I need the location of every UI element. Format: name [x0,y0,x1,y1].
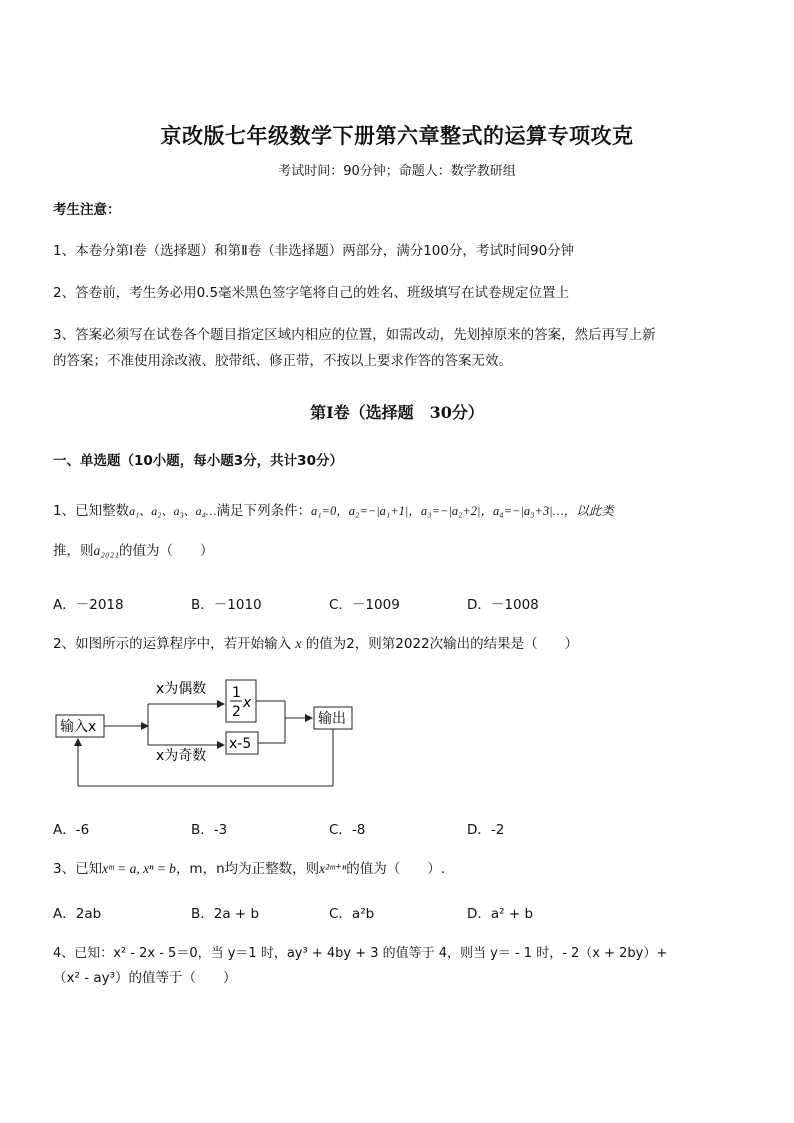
notice-item-2: 2、答卷前，考生务必用0.5毫米黑色签字笔将自己的姓名、班级填写在试卷规定位置上 [53,285,570,301]
question-2-stem: 2、如图所示的运算程序中，若开始输入 x 的值为2，则第2022次输出的结果是（ ） [53,636,579,652]
q1-option-c: C．－1009 [329,597,400,613]
notice-item-1: 1、本卷分第Ⅰ卷（选择题）和第Ⅱ卷（非选择题）两部分，满分100分，考试时间90分钟 [53,243,575,259]
notice-heading: 考生注意： [53,202,121,218]
question-4-line-2: （x² - ay³）的值等于（ ） [53,970,237,986]
question-1-line-1: 1、已知整数a₁、a₂、a₃、a₄…满足下列条件：a₁=0，a₂=−|a₁+1|，a₃=−|a₂+2|，a₄=−|a₃+3|…，以此类 [53,503,614,519]
q3-option-c: C．a²b [329,906,375,922]
notice-item-3-cont: 的答案；不准使用涂改液、胶带纸、修正带，不按以上要求作答的答案无效。 [53,353,512,369]
q1-option-d: D．－1008 [467,597,539,613]
page-title: 京改版七年级数学下册第六章整式的运算专项攻克 [160,123,634,148]
q1-option-b: B．－1010 [191,597,262,613]
notice-item-3: 3、答案必须写在试卷各个题目指定区域内相应的位置，如需改动，先划掉原来的答案，然后再写上新 [53,327,656,343]
flow-half-var: x [243,695,252,711]
q3-option-d: D．a² + b [467,906,534,922]
flow-even-label: x为偶数 [156,681,207,697]
question-1-line-2: 推，则a₂₀₂₁的值为（ ） [53,543,214,559]
flow-half-denominator: 2 [232,704,241,720]
flow-output-label: 输出 [318,711,346,727]
q2-option-a: A．-6 [53,822,90,838]
q3-option-a: A．2ab [53,906,102,922]
q2-option-c: C．-8 [329,822,366,838]
exam-info: 考试时间：90分钟；命题人：数学教研组 [278,164,516,179]
flowchart-diagram [50,670,370,795]
part-heading: 一、单选题（10小题，每小题3分，共计30分） [53,453,343,469]
q2-option-b: B．-3 [191,822,228,838]
section-title: 第Ⅰ卷（选择题 30分） [310,403,484,422]
flow-odd-label: x为奇数 [156,748,207,764]
flow-minus-label: x-5 [229,736,252,752]
q2-option-d: D．-2 [467,822,505,838]
q3-option-b: B．2a + b [191,906,260,922]
question-3-stem: 3、已知xᵐ = a, xⁿ = b，m，n均为正整数，则x²ᵐ⁺ⁿ的值为（ ）. [53,861,445,877]
q1-option-a: A．－2018 [53,597,124,613]
flow-half-numerator: 1 [232,685,241,701]
question-4-line-1: 4、已知：x² - 2x - 5＝0，当 y＝1 时，ay³ + 4by + 3 的值等于 4，则当 y＝ - 1 时，- 2（x + 2by）+ [53,946,668,961]
flow-input-label: 输入x [60,719,97,735]
